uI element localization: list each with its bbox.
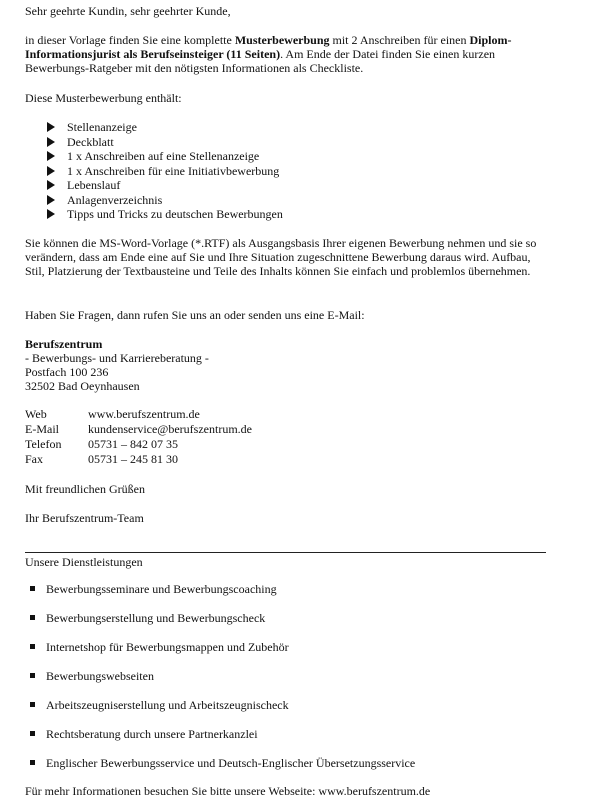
contact-row-web — [25, 407, 252, 422]
list-item — [25, 582, 415, 611]
contents-heading: Diese Musterbewerbung enthält: — [25, 91, 182, 105]
phone-number: 05731 – 842 07 35 — [88, 437, 178, 451]
usage-paragraph: Sie können die MS-Word-Vorlage (*.RTF) als Ausgangsbasis Ihrer eigenen Bewerbung nehmen und sie so verändern, dass am Ende eine auf Sie und Ihre Situation zugeschnittene Bewerbung daraus wird. Aufbau, Stil, Platzierung der Textbausteine und Teile des Inhalts können Sie einfach und problemlos übernehmen. — [25, 236, 537, 278]
greeting: Sehr geehrte Kundin, sehr geehrter Kunde, — [25, 4, 231, 18]
list-item — [25, 669, 415, 698]
list-item — [25, 727, 415, 756]
service-label: Bewerbungserstellung und Bewerbungscheck — [46, 611, 266, 625]
square-bullet-icon — [30, 731, 35, 736]
contact-row-email — [25, 422, 252, 437]
list-item — [25, 698, 415, 727]
company-tagline: - Bewerbungs- und Karriereberatung - — [25, 351, 209, 365]
contents-list — [25, 120, 283, 222]
intro-text-1: in dieser Vorlage finden Sie eine komplette — [25, 33, 235, 47]
service-label: Englischer Bewerbungsservice und Deutsch-Englischer Übersetzungsservice — [46, 756, 416, 770]
company-postbox: Postfach 100 236 — [25, 365, 109, 379]
list-item — [25, 611, 415, 640]
list-item — [25, 149, 283, 164]
contact-row-fax — [25, 452, 252, 467]
intro-paragraph — [25, 33, 545, 75]
company-name: Berufszentrum — [25, 337, 103, 351]
service-label: Bewerbungsseminare und Bewerbungscoaching — [46, 582, 277, 596]
service-label: Internetshop für Bewerbungsmappen und Zubehör — [46, 640, 289, 654]
footer-text: Für mehr Informationen besuchen Sie bitte unsere Webseite: www.berufszentrum.de — [25, 784, 431, 798]
list-item-label: Anlagenverzeichnis — [67, 192, 163, 207]
square-bullet-icon — [30, 644, 35, 649]
contact-table — [25, 407, 252, 467]
service-label: Arbeitszeugniserstellung und Arbeitszeugnischeck — [46, 698, 289, 712]
email-link[interactable]: kundenservice@berufszentrum.de — [88, 422, 252, 436]
square-bullet-icon — [30, 702, 35, 707]
list-item-label: Stellenanzeige — [67, 120, 137, 134]
list-item-label: 1 x Anschreiben auf eine Stellenanzeige — [67, 149, 260, 163]
arrow-bullet-icon — [47, 209, 55, 219]
list-item — [25, 207, 283, 222]
square-bullet-icon — [30, 673, 35, 678]
square-bullet-icon — [30, 760, 35, 765]
list-item — [25, 756, 415, 785]
list-item — [25, 135, 283, 150]
arrow-bullet-icon — [47, 137, 55, 147]
contact-label: Web — [25, 407, 47, 421]
arrow-bullet-icon — [47, 195, 55, 205]
list-item — [25, 193, 283, 208]
website-link[interactable]: www.berufszentrum.de — [88, 407, 200, 421]
arrow-bullet-icon — [47, 180, 55, 190]
company-city: 32502 Bad Oeynhausen — [25, 379, 140, 393]
questions-text: Haben Sie Fragen, dann rufen Sie uns an oder senden uns eine E-Mail: — [25, 308, 365, 322]
closing: Mit freundlichen Grüßen — [25, 482, 145, 496]
service-label: Bewerbungswebseiten — [46, 669, 154, 683]
square-bullet-icon — [30, 615, 35, 620]
intro-text-2: mit 2 Anschreiben für einen — [329, 33, 470, 47]
list-item-label: 1 x Anschreiben für eine Initiativbewerbung — [67, 163, 280, 178]
contact-label: Telefon — [25, 437, 62, 451]
contact-row-phone — [25, 437, 252, 452]
intro-bold-2: Diplom-Informationsjurist als Berufseinsteiger (11 Seiten) — [25, 33, 512, 61]
list-item — [25, 178, 283, 193]
fax-number: 05731 – 245 81 30 — [88, 452, 178, 466]
signature: Ihr Berufszentrum-Team — [25, 511, 144, 525]
list-item-label: Lebenslauf — [67, 178, 121, 192]
square-bullet-icon — [30, 586, 35, 591]
list-item — [25, 640, 415, 669]
intro-bold-1: Musterbewerbung — [234, 33, 330, 47]
contact-label: Fax — [25, 452, 43, 466]
arrow-bullet-icon — [47, 166, 55, 176]
contact-label: E-Mail — [25, 422, 59, 436]
list-item — [25, 164, 283, 179]
arrow-bullet-icon — [47, 151, 55, 161]
divider — [25, 552, 546, 553]
list-item — [25, 120, 283, 135]
services-list — [25, 582, 415, 785]
list-item-label: Tipps und Tricks zu deutschen Bewerbungen — [67, 207, 283, 221]
services-heading: Unsere Dienstleistungen — [25, 555, 143, 569]
intro-text-3: . Am Ende der Datei finden Sie einen kurzen Bewerbungs-Ratgeber mit den nötigsten Informationen als Checkliste. — [25, 47, 496, 75]
list-item-label: Deckblatt — [67, 134, 114, 149]
service-label: Rechtsberatung durch unsere Partnerkanzlei — [46, 727, 258, 741]
arrow-bullet-icon — [47, 122, 55, 132]
